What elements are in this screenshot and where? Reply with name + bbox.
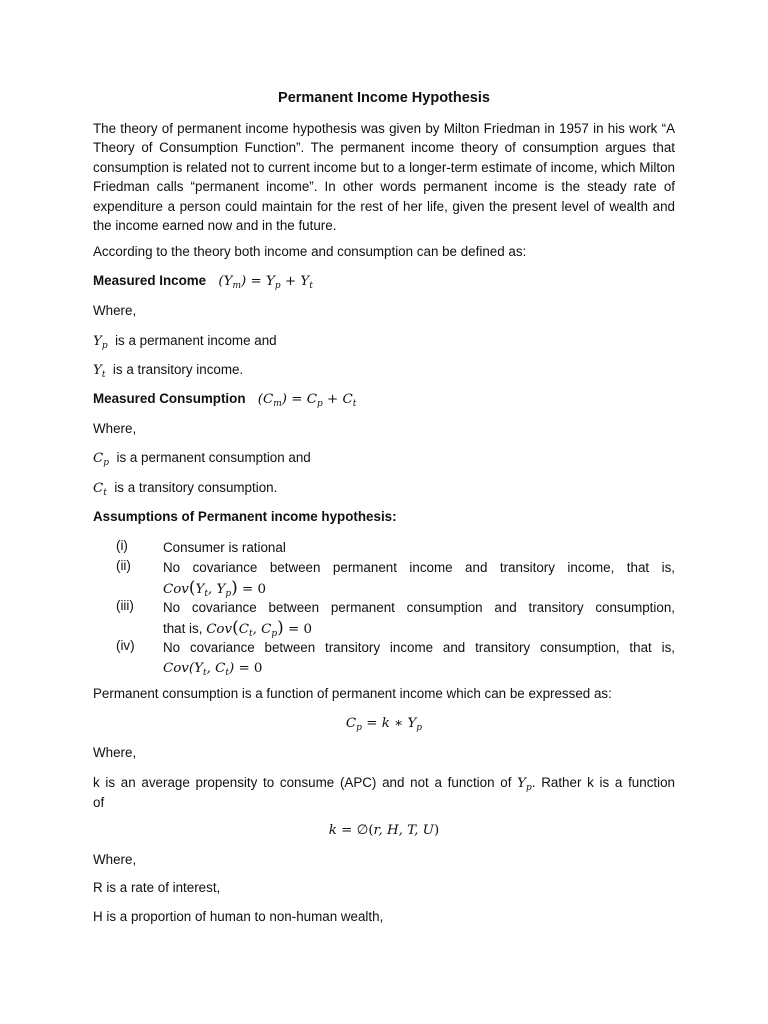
assumptions-heading [93, 509, 397, 524]
cp-definition [93, 450, 311, 466]
k-function-equation: k = ∅(r, H, T, U) [328, 823, 440, 838]
where-label-1: Where, [93, 303, 137, 318]
assumption-number: (iii) [116, 598, 134, 613]
k-text-part2: . Rather k is a function [531, 775, 675, 790]
measured-income-label: Measured Income [93, 273, 207, 288]
covariance-equation: $Cov(Y_t$, $Y_p) = 0$ [163, 578, 267, 599]
assumption-item [163, 638, 675, 679]
assumption-text-continued: that is, [163, 621, 203, 636]
cp-symbol: $C_p$ [93, 451, 110, 468]
consumption-function-equation: $C_p = k$ ∗ $Y_p$ [345, 716, 423, 733]
assumption-text: Consumer is rational [163, 540, 286, 555]
k-text-part1: k is an average propensity to consume (APC) and not a function of [93, 775, 512, 790]
k-text-part3: of [93, 795, 105, 811]
intro-paragraph: The theory of permanent income hypothesis was given by Milton Friedman in 1957 in his work “A Theory of Consumption Function”. The permanent income theory of consumption argues that consumption is related not to current income but to a longer-term estimate of income, which Milton Friedman calls “permanent income”. In other words permanent income is the steady rate of expenditure a person could maintain for the rest of her life, given the present level of wealth and the income earned now and in the future. [93, 121, 675, 234]
measured-consumption-equation: $(C_m) = C_p + C_t$ [249, 392, 357, 409]
yt-symbol: $Y_t$ [93, 363, 106, 380]
measured-consumption-label: Measured Consumption [93, 391, 246, 406]
assumption-text: No covariance between transitory income and transitory consumption, that is, [163, 640, 675, 655]
measured-income-equation: $(Y_m) = Y_p + Y_t$ [209, 274, 313, 291]
ct-definition [93, 480, 277, 496]
h-definition: H is a proportion of human to non-human wealth, [93, 909, 384, 924]
ct-text: is a transitory consumption. [114, 480, 278, 495]
assumption-number: (ii) [116, 558, 131, 573]
assumption-number: (iv) [116, 638, 135, 653]
yt-text: is a transitory income. [112, 362, 244, 377]
where-label-2: Where, [93, 421, 137, 436]
covariance-equation: $Cov(Y_t$, $C_t) = 0$ [163, 661, 263, 678]
yp-symbol-inline: $Y_p$ [517, 776, 532, 793]
assumptions-heading-text: Assumptions of Permanent income hypothesis: [93, 509, 397, 524]
assumption-text: No covariance between permanent income and transitory income, that is, [163, 560, 675, 575]
yp-text: is a permanent income and [115, 333, 277, 348]
permanent-consumption-intro: Permanent consumption is a function of permanent income which can be expressed as: [93, 686, 612, 701]
k-definition-line [93, 773, 675, 793]
assumption-number: (i) [116, 538, 128, 553]
cp-text: is a permanent consumption and [116, 450, 311, 465]
assumption-item [163, 558, 675, 600]
page-title: Permanent Income Hypothesis [278, 90, 490, 106]
yp-definition [93, 333, 277, 349]
definition-intro: According to the theory both income and consumption can be defined as: [93, 244, 527, 259]
ct-symbol: $C_t$ [93, 481, 107, 498]
yt-definition [93, 362, 243, 378]
k-definition [93, 773, 675, 813]
where-label-3: Where, [93, 745, 137, 760]
assumption-text: No covariance between permanent consumption and transitory consumption, [163, 600, 675, 615]
measured-consumption-line [93, 391, 356, 407]
measured-income-line [93, 273, 313, 289]
assumption-item [163, 598, 675, 640]
yp-symbol: $Y_p$ [93, 334, 108, 351]
covariance-equation: $Cov(C_t$, $C_p) = 0$ [206, 618, 313, 639]
r-definition: R is a rate of interest, [93, 880, 221, 895]
where-label-4: Where, [93, 852, 137, 867]
